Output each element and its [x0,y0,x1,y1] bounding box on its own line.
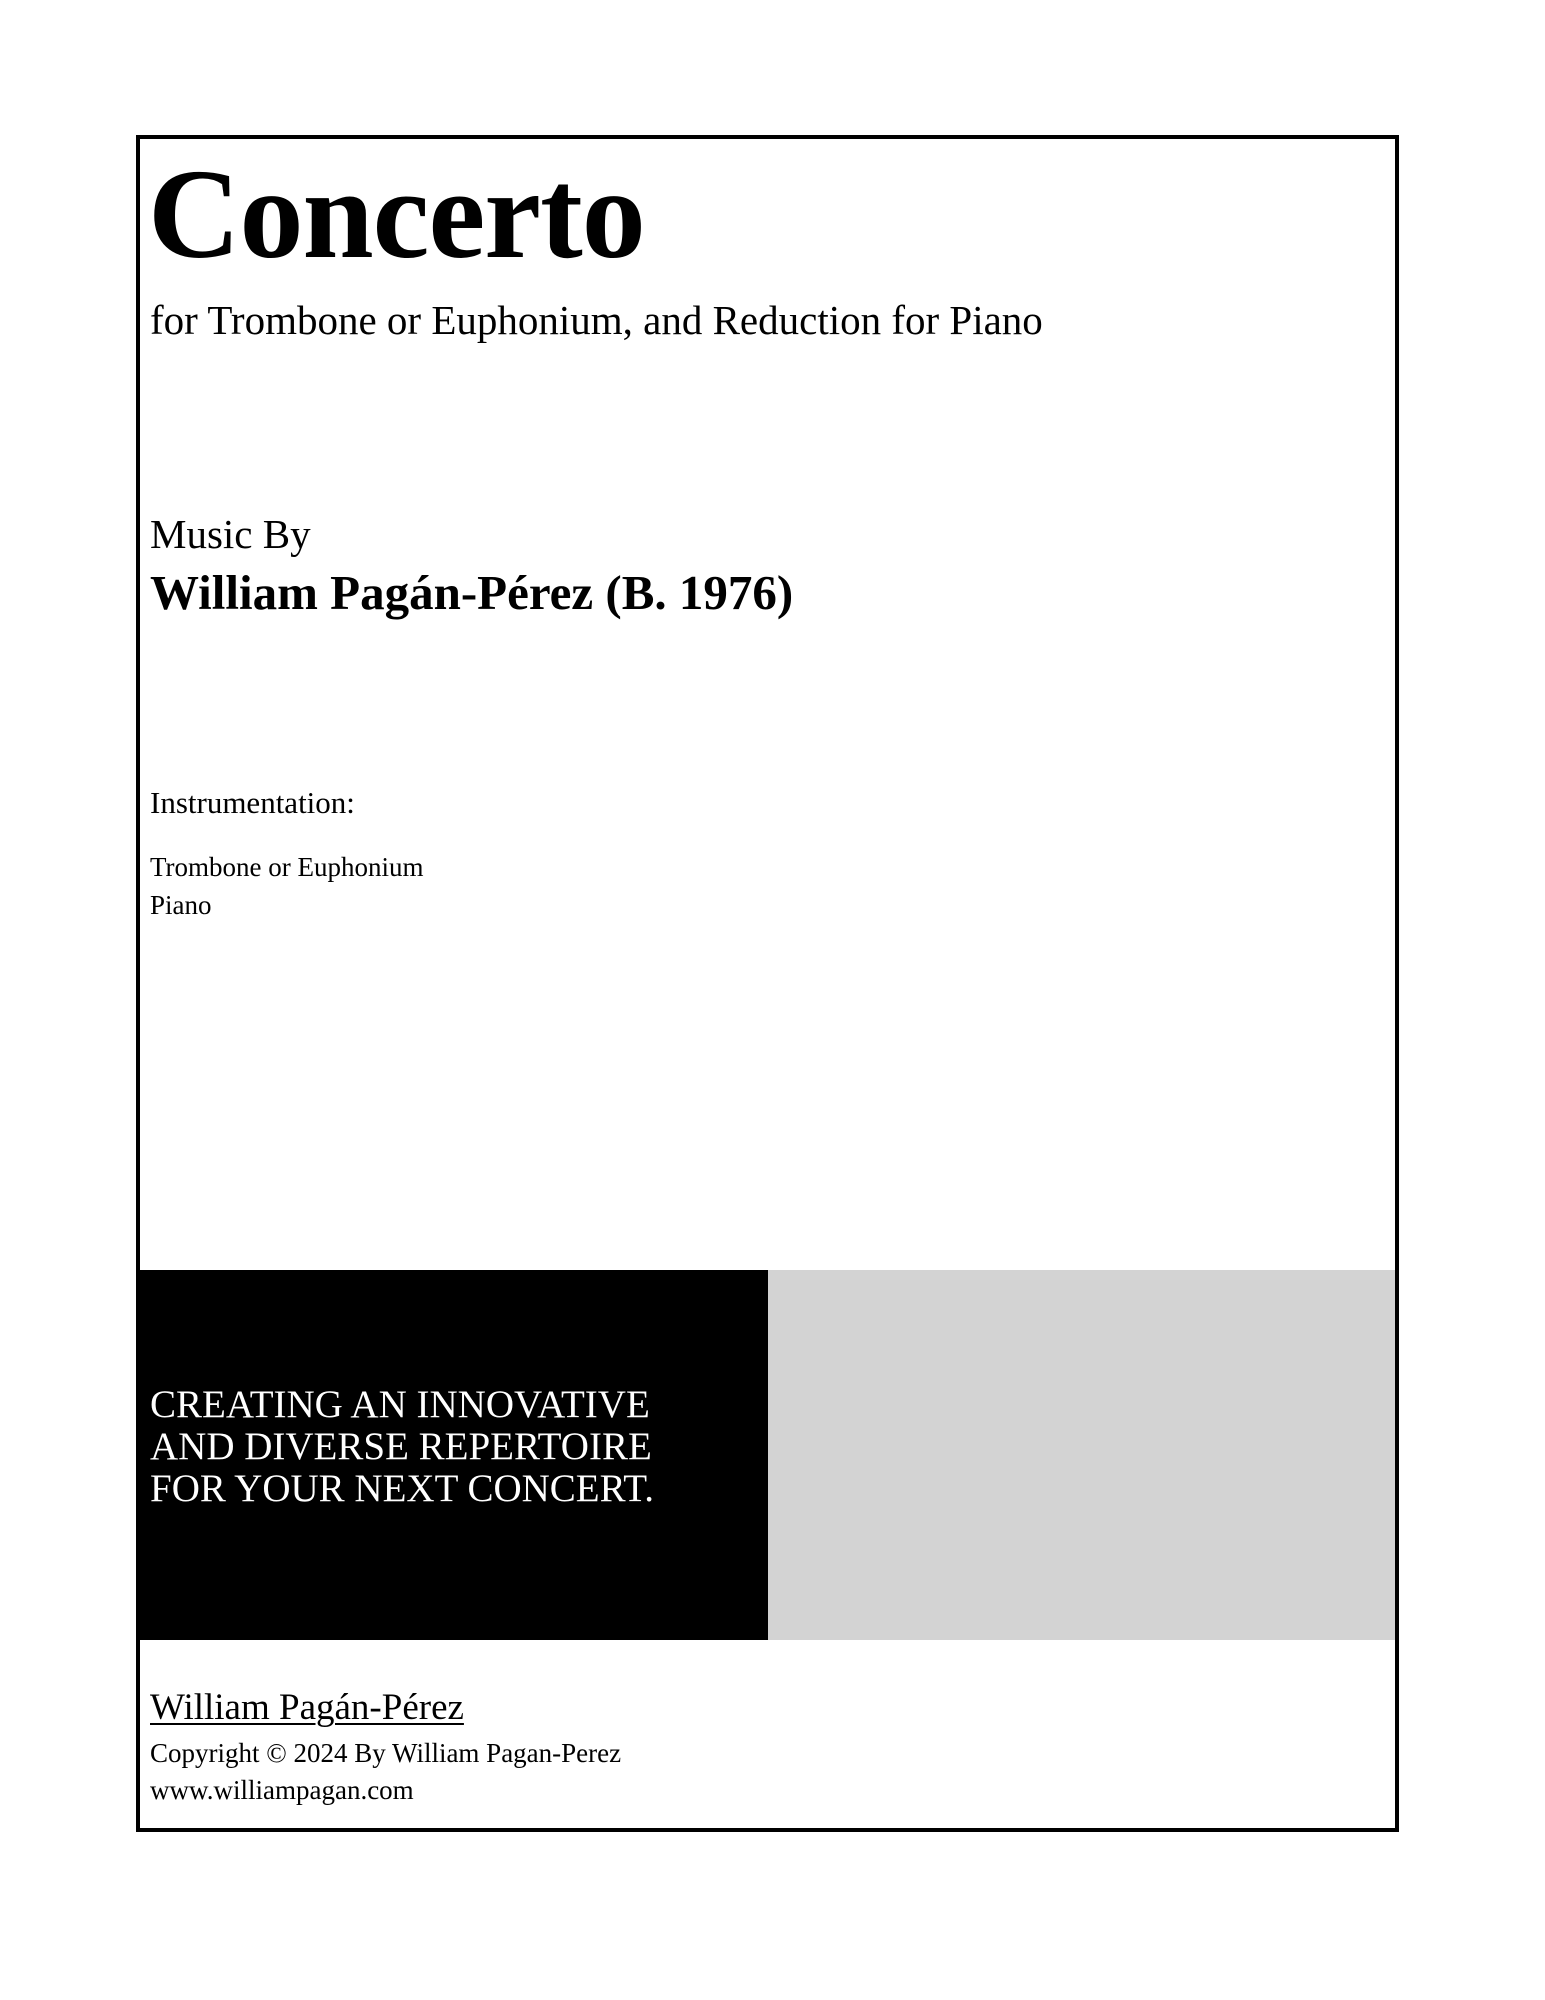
tagline-line: FOR YOUR NEXT CONCERT. [150,1467,654,1510]
composer-name: William Pagán-Pérez (B. 1976) [150,565,794,620]
instrumentation-list [150,848,424,924]
tagline-line: AND DIVERSE REPERTOIRE [150,1425,652,1468]
banner-light-panel [768,1270,1395,1640]
publisher-name: William Pagán-Pérez [150,1687,464,1728]
copyright-notice: Copyright © 2024 By William Pagan-Perez [150,1738,622,1768]
music-by-label: Music By [150,511,311,557]
instrument-item: Piano [150,890,212,920]
instrumentation-heading: Instrumentation: [150,785,355,820]
page-title: Concerto [148,143,645,285]
tagline-line: CREATING AN INNOVATIVE [150,1383,650,1426]
page-subtitle: for Trombone or Euphonium, and Reduction for Piano [150,297,1043,343]
website-url: www.williampagan.com [150,1775,414,1805]
instrument-item: Trombone or Euphonium [150,852,424,882]
banner-tagline [150,1384,654,1510]
